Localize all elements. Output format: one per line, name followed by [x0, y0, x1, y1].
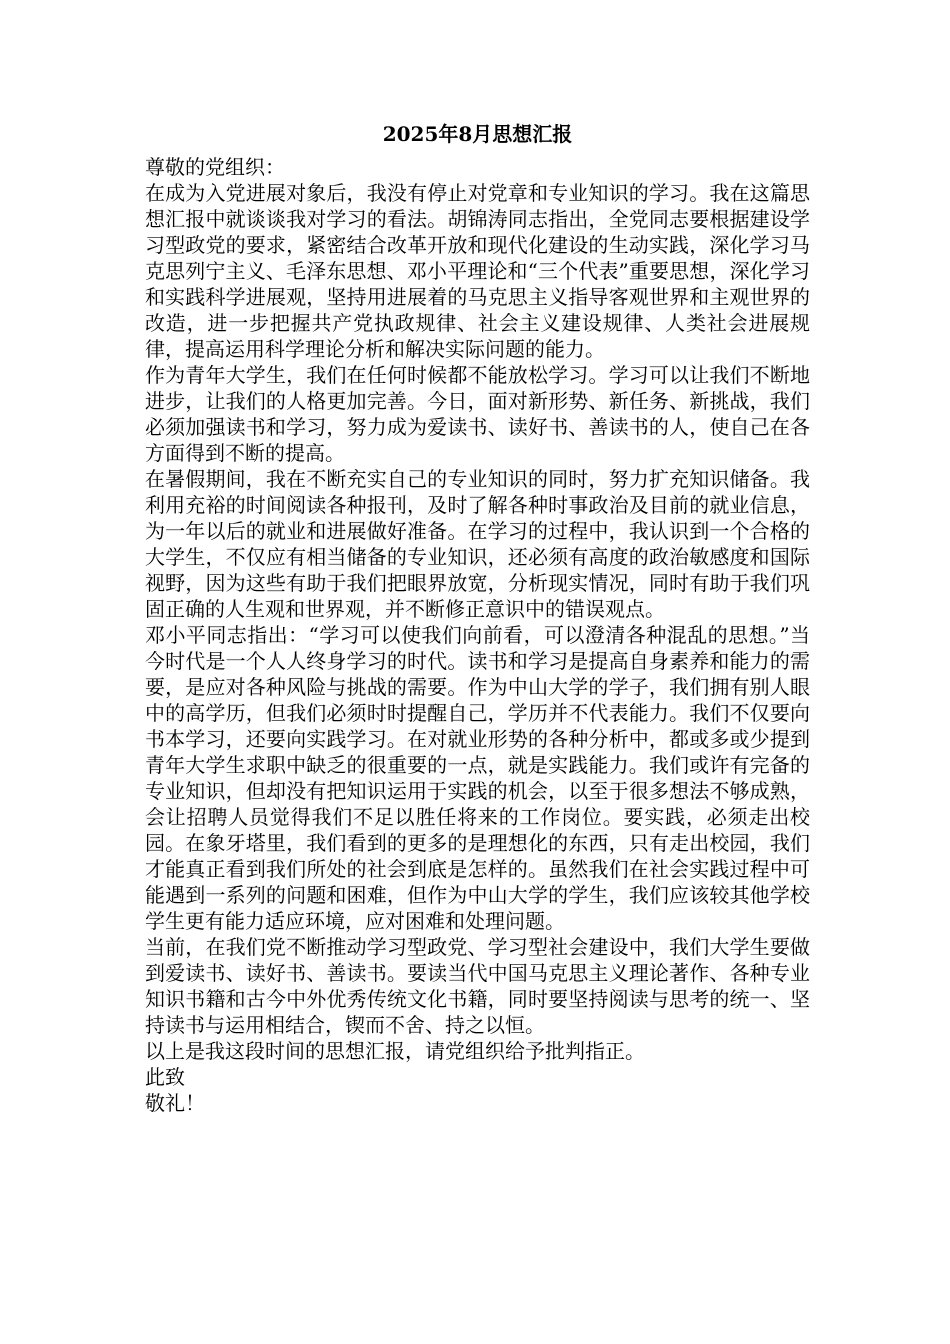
body-paragraph-2: 作为青年大学生，我们在任何时候都不能放松学习。学习可以让我们不断地进步，让我们的人格更加完善。今日，面对新形势、新任务、新挑战，我们必须加强读书和学习，努力成为爱读书、读好书、善读书的人，使自己在各方面得到不断的提高。 [145, 363, 810, 465]
body-paragraph-1: 在成为入党进展对象后，我没有停止对党章和专业知识的学习。我在这篇思想汇报中就谈谈我对学习的看法。胡锦涛同志指出，全党同志要根据建设学习型政党的要求，紧密结合改革开放和现代化建设的生动实践，深化学习马克思列宁主义、毛泽东思想、邓小平理论和“三个代表”重要思想，深化学习和实践科学进展观，坚持用进展着的马克思主义指导客观世界和主观世界的改造，进一步把握共产党执政规律、社会主义建设规律、人类社会进展规律，提高运用科学理论分析和解决实际问题的能力。 [145, 181, 810, 361]
body-paragraph-5: 当前，在我们党不断推动学习型政党、学习型社会建设中，我们大学生要做到爱读书、读好书、善读书。要读当代中国马克思主义理论著作、各种专业知识书籍和古今中外优秀传统文化书籍，同时要坚持阅读与思考的统一、坚持读书与运用相结合，锲而不舍、持之以恒。 [145, 935, 810, 1037]
document-page [145, 120, 810, 1116]
document-title: 2025年8月思想汇报 [382, 122, 573, 146]
closing-line-1: 此致 [145, 1065, 185, 1089]
body-paragraph-6: 以上是我这段时间的思想汇报，请党组织给予批判指正。 [145, 1039, 645, 1063]
body-paragraph-3: 在暑假期间，我在不断充实自己的专业知识的同时，努力扩充知识储备。我利用充裕的时间阅读各种报刊，及时了解各种时事政治及目前的就业信息，为一年以后的就业和进展做好准备。在学习的过程中，我认识到一个合格的大学生，不仅应有相当储备的专业知识，还必须有高度的政治敏感度和国际视野，因为这些有助于我们把眼界放宽，分析现实情况，同时有助于我们巩固正确的人生观和世界观，并不断修正意识中的错误观点。 [145, 467, 810, 621]
body-paragraph-4: 邓小平同志指出：“学习可以使我们向前看，可以澄清各种混乱的思想。”当今时代是一个人人终身学习的时代。读书和学习是提高自身素养和能力的需要，是应对各种风险与挑战的需要。作为中山大学的学子，我们拥有别人眼中的高学历，但我们必须时时提醒自己，学历并不代表能力。我们不仅要向书本学习，还要向实践学习。在对就业形势的各种分析中，都或多或少提到青年大学生求职中缺乏的很重要的一点，就是实践能力。我们或许有完备的专业知识，但却没有把知识运用于实践的机会，以至于很多想法不够成熟，会让招聘人员觉得我们不足以胜任将来的工作岗位。要实践，必须走出校园。在象牙塔里，我们看到的更多的是理想化的东西，只有走出校园，我们才能真正看到我们所处的社会到底是怎样的。虽然我们在社会实践过程中可能遇到一系列的问题和困难，但作为中山大学的学生，我们应该较其他学校学生更有能力适应环境，应对困难和处理问题。 [145, 623, 810, 933]
salutation: 尊敬的党组织： [145, 155, 285, 179]
closing-line-2: 敬礼！ [145, 1091, 205, 1115]
